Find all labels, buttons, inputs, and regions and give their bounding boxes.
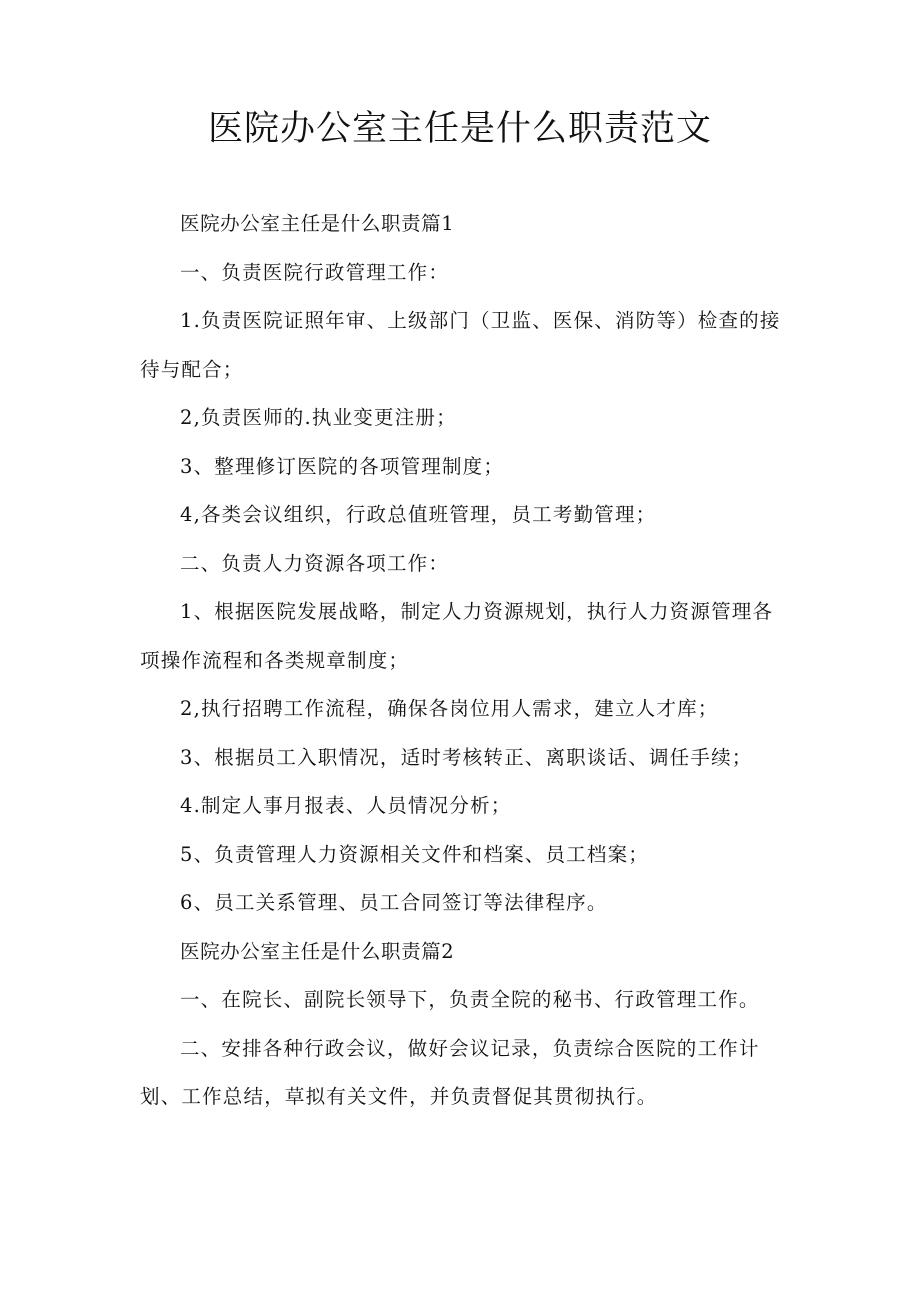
paragraph: 4,各类会议组织，行政总值班管理，员工考勤管理； [179, 503, 657, 526]
paragraph: 5、负责管理人力资源相关文件和档案、员工档案； [179, 842, 649, 866]
paragraph: 3、整理修订医院的各项管理制度； [179, 454, 505, 478]
paragraph: 1、根据医院发展战略，制定人力资源规划，执行人力资源管理各项操作流程和各类规章制度； [140, 600, 774, 672]
paragraph: 2,执行招聘工作流程，确保各岗位用人需求，建立人才库； [179, 697, 719, 720]
document-title: 医院办公室主任是什么职责范文 [207, 109, 712, 149]
paragraph: 1.负责医院证照年审、上级部门（卫监、医保、消防等）检查的接待与配合； [140, 309, 781, 381]
paragraph: 6、员工关系管理、员工合同签订等法律程序。 [179, 891, 608, 914]
section-heading-2: 医院办公室主任是什么职责篇2 [179, 939, 455, 963]
paragraph: 4.制定人事月报表、人员情况分析； [179, 794, 512, 817]
paragraph: 3、根据员工入职情况，适时考核转正、离职谈话、调任手续； [179, 745, 753, 769]
paragraph: 一、在院长、副院长领导下，负责全院的秘书、行政管理工作。 [179, 988, 760, 1011]
paragraph: 2,负责医师的.执业变更注册； [179, 406, 457, 429]
document-body [140, 200, 788, 1122]
paragraph: 二、安排各种行政会议，做好会议记录，负责综合医院的工作计划、工作总结，草拟有关文件，并负责督促其贯彻执行。 [140, 1036, 760, 1108]
paragraph: 一、负责医院行政管理工作： [179, 260, 450, 284]
paragraph: 二、负责人力资源各项工作： [179, 551, 450, 575]
section-heading-1: 医院办公室主任是什么职责篇1 [179, 212, 455, 235]
